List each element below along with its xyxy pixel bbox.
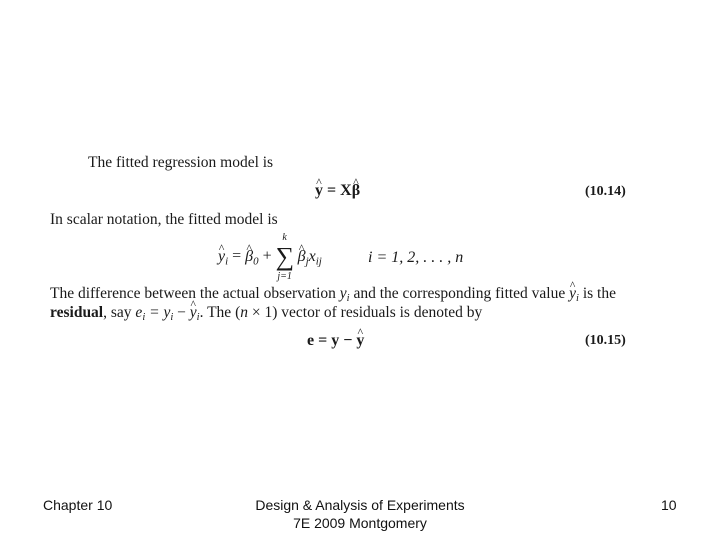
summation-symbol: k ∑ j=1 — [275, 232, 295, 282]
footer-chapter: Chapter 10 — [43, 497, 113, 513]
index-range: i = 1, 2, . . . , n — [368, 249, 464, 266]
equation-10-15: e = y − ^ y — [307, 333, 364, 349]
footer-title-line-2: 7E 2009 Montgomery — [293, 515, 427, 532]
residual-term: residual — [50, 304, 104, 321]
equation-number-10-15: (10.15) — [585, 333, 626, 348]
scalar-text: In scalar notation, the fitted model is — [50, 211, 278, 228]
footer-title — [230, 496, 490, 532]
difference-text-line-2: residual, say $e_i = y_i$ − ^ $y_i$. The (n × 1) vector of residuals is denoted by — [50, 305, 482, 324]
footer-page-number: 10 — [661, 497, 677, 513]
intro-text: The fitted regression model is — [88, 154, 274, 171]
equation-10-14: ^ y = X^ β — [315, 183, 360, 199]
footer-title-line-1: Design & Analysis of Experiments — [255, 497, 465, 513]
difference-text-line-1: The difference between the actual observation $y_i$ and the corresponding fitted value ^ $y_i$ is the — [50, 286, 616, 305]
equation-number-10-14: (10.14) — [585, 184, 626, 199]
scalar-equation: ^ $y_i$ = ^ $\beta_0$ + k ∑ j=1 ^ $\beta_jx_{ij}$ — [218, 244, 322, 270]
